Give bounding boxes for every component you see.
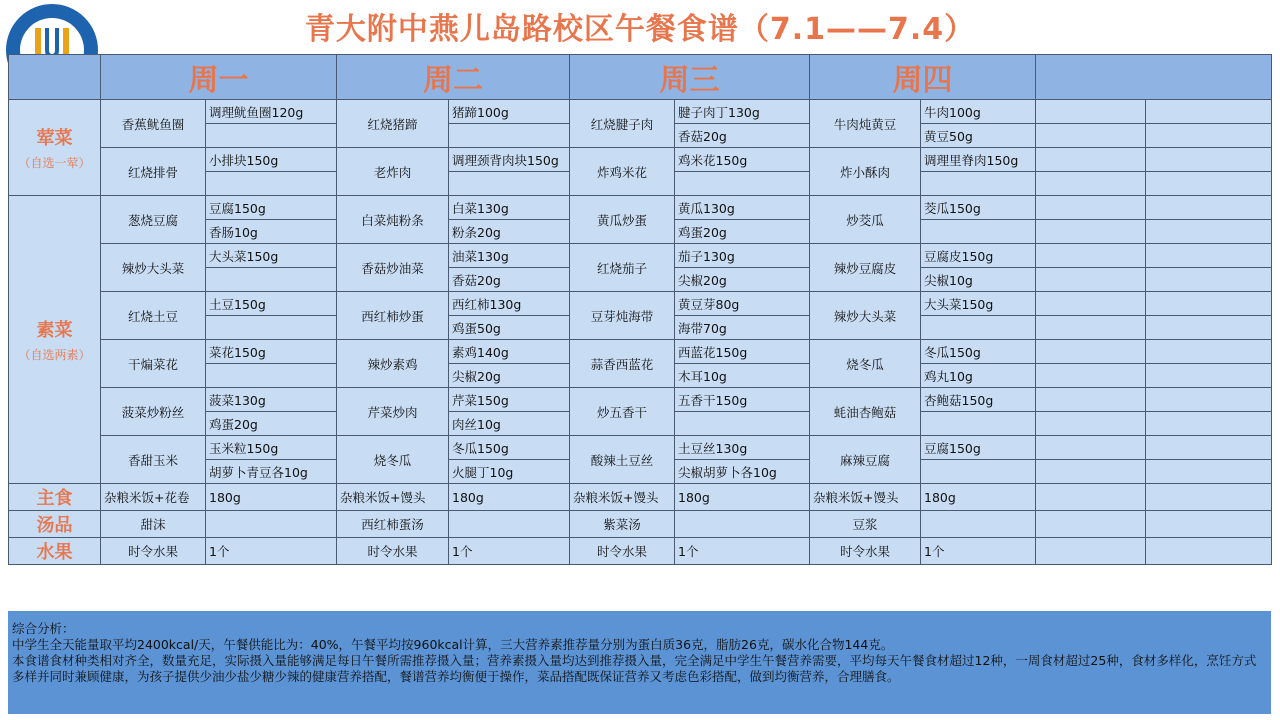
ingredient [675, 172, 810, 196]
dish-name: 菠菜炒粉丝 [101, 388, 206, 436]
ingredient: 鸡蛋50g [449, 316, 570, 340]
dish-name: 炸小酥肉 [810, 148, 921, 196]
dish-name: 豆浆 [810, 511, 921, 538]
ingredient [921, 220, 1036, 244]
ingredient: 猪蹄100g [449, 100, 570, 124]
ingredient [921, 511, 1036, 538]
ingredient: 豆腐150g [921, 436, 1036, 460]
ingredient: 茄子130g [675, 244, 810, 268]
ingredient: 尖椒20g [675, 268, 810, 292]
dish-name: 辣炒豆腐皮 [810, 244, 921, 292]
ingredient [675, 412, 810, 436]
dish-name: 牛肉炖黄豆 [810, 100, 921, 148]
veg-row [9, 196, 1272, 220]
blank-cell [1146, 364, 1272, 388]
day-header: 周三 [570, 55, 810, 100]
meat-row [9, 148, 1272, 172]
ingredient [449, 511, 570, 538]
ingredient: 茭瓜150g [921, 196, 1036, 220]
header-corner [9, 55, 101, 100]
blank-cell [1146, 220, 1272, 244]
ingredient: 黄瓜130g [675, 196, 810, 220]
blank-cell [1146, 340, 1272, 364]
veg-row [9, 436, 1272, 460]
blank-cell [1146, 148, 1272, 172]
dish-name: 辣炒大头菜 [101, 244, 206, 292]
ingredient: 1个 [921, 538, 1036, 565]
dish-name: 西红柿蛋汤 [337, 511, 449, 538]
header-extra [1036, 55, 1272, 100]
blank-cell [1146, 292, 1272, 316]
blank-cell [1146, 124, 1272, 148]
ingredient: 鸡米花150g [675, 148, 810, 172]
ingredient: 油菜130g [449, 244, 570, 268]
blank-cell [1036, 412, 1146, 436]
dish-name: 香蕉鱿鱼圈 [101, 100, 206, 148]
ingredient: 白菜130g [449, 196, 570, 220]
dish-name: 红烧猪蹄 [337, 100, 449, 148]
day-header: 周一 [101, 55, 337, 100]
dish-name: 香甜玉米 [101, 436, 206, 484]
dish-name: 酸辣土豆丝 [570, 436, 675, 484]
dish-name: 干煸菜花 [101, 340, 206, 388]
dish-name: 蚝油杏鲍菇 [810, 388, 921, 436]
blank-cell [1146, 538, 1272, 565]
blank-cell [1036, 511, 1146, 538]
blank-cell [1146, 436, 1272, 460]
blank-cell [1146, 388, 1272, 412]
ingredient: 豆腐150g [206, 196, 337, 220]
ingredient: 180g [675, 484, 810, 511]
category-veg [9, 196, 101, 484]
blank-cell [1036, 364, 1146, 388]
dish-name: 红烧排骨 [101, 148, 206, 196]
category-label: 素菜 [36, 320, 73, 341]
ingredient: 调理里脊肉150g [921, 148, 1036, 172]
ingredient: 鸡蛋20g [675, 220, 810, 244]
ingredient: 鸡蛋20g [206, 412, 337, 436]
blank-cell [1146, 511, 1272, 538]
dish-name: 烧冬瓜 [810, 340, 921, 388]
ingredient: 芹菜150g [449, 388, 570, 412]
ingredient [206, 172, 337, 196]
ingredient: 小排块150g [206, 148, 337, 172]
ingredient: 冬瓜150g [921, 340, 1036, 364]
dish-name: 香菇炒油菜 [337, 244, 449, 292]
blank-cell [1146, 244, 1272, 268]
ingredient: 黄豆芽80g [675, 292, 810, 316]
blank-cell [1036, 100, 1146, 124]
dish-name: 黄瓜炒蛋 [570, 196, 675, 244]
blank-cell [1036, 148, 1146, 172]
blank-cell [1036, 220, 1146, 244]
dish-name: 杂粮米饭+馒头 [570, 484, 675, 511]
dish-name: 炒五香干 [570, 388, 675, 436]
blank-cell [1036, 268, 1146, 292]
summary-line-2: 本食谱食材种类相对齐全，数量充足，实际摄入量能够满足每日午餐所需推荐摄入量；营养素摄入量均达到推荐摄入量，完全满足中学生午餐营养需要，平均每天午餐食材超过12种，一周食材超过25种，食材多样化，烹饪方式多样并同时兼顾健康，为孩子提供少油少盐少糖少辣的健康营养搭配，餐谱营养均衡便于操作，菜品搭配既保证营养又考虑色彩搭配，做到均衡营养，合理膳食。 [12, 653, 1257, 684]
ingredient [206, 268, 337, 292]
blank-cell [1036, 196, 1146, 220]
ingredient: 尖椒10g [921, 268, 1036, 292]
ingredient: 180g [449, 484, 570, 511]
blank-cell [1036, 538, 1146, 565]
ingredient: 五香干150g [675, 388, 810, 412]
ingredient: 玉米粒150g [206, 436, 337, 460]
menu-table [8, 54, 1272, 565]
dish-name: 红烧茄子 [570, 244, 675, 292]
ingredient: 冬瓜150g [449, 436, 570, 460]
blank-cell [1036, 244, 1146, 268]
blank-cell [1146, 316, 1272, 340]
dish-name: 时令水果 [101, 538, 206, 565]
ingredient: 腱子肉丁130g [675, 100, 810, 124]
page-title: 青大附中燕儿岛路校区午餐食谱（7.1——7.4） [304, 12, 976, 47]
ingredient [206, 316, 337, 340]
ingredient [921, 412, 1036, 436]
dish-name: 杂粮米饭+馒头 [810, 484, 921, 511]
category-label: 荤菜 [36, 128, 73, 149]
meat-row [9, 100, 1272, 124]
dish-name: 炸鸡米花 [570, 148, 675, 196]
day-header: 周二 [337, 55, 570, 100]
dish-name: 时令水果 [337, 538, 449, 565]
ingredient: 1个 [675, 538, 810, 565]
veg-row [9, 388, 1272, 412]
ingredient [921, 316, 1036, 340]
soup-row [9, 511, 1272, 538]
blank-cell [1036, 340, 1146, 364]
dish-name: 杂粮米饭+馒头 [337, 484, 449, 511]
ingredient [206, 364, 337, 388]
veg-row [9, 340, 1272, 364]
blank-cell [1036, 484, 1146, 511]
ingredient: 尖椒20g [449, 364, 570, 388]
ingredient: 木耳10g [675, 364, 810, 388]
ingredient: 土豆丝130g [675, 436, 810, 460]
ingredient: 海带70g [675, 316, 810, 340]
ingredient [206, 511, 337, 538]
category-sublabel: （自选一荤） [18, 156, 91, 170]
dish-name: 西红柿炒蛋 [337, 292, 449, 340]
dish-name: 辣炒大头菜 [810, 292, 921, 340]
blank-cell [1036, 124, 1146, 148]
veg-row [9, 244, 1272, 268]
dish-name: 白菜炖粉条 [337, 196, 449, 244]
dish-name: 甜沫 [101, 511, 206, 538]
blank-cell [1036, 172, 1146, 196]
ingredient [449, 124, 570, 148]
ingredient: 香菇20g [675, 124, 810, 148]
ingredient: 胡萝卜青豆各10g [206, 460, 337, 484]
blank-cell [1036, 388, 1146, 412]
summary-panel [8, 611, 1271, 714]
blank-cell [1146, 412, 1272, 436]
dish-name: 辣炒素鸡 [337, 340, 449, 388]
blank-cell [1036, 316, 1146, 340]
blank-cell [1036, 460, 1146, 484]
dish-name: 红烧土豆 [101, 292, 206, 340]
ingredient: 豆腐皮150g [921, 244, 1036, 268]
blank-cell [1146, 484, 1272, 511]
dish-name: 杂粮米饭+花卷 [101, 484, 206, 511]
blank-cell [1146, 460, 1272, 484]
dish-name: 豆芽炖海带 [570, 292, 675, 340]
ingredient: 180g [921, 484, 1036, 511]
ingredient: 调理鱿鱼圈120g [206, 100, 337, 124]
dish-name: 时令水果 [570, 538, 675, 565]
ingredient [675, 511, 810, 538]
category-sublabel: （自选两素） [18, 348, 91, 362]
ingredient [921, 172, 1036, 196]
dish-name: 麻辣豆腐 [810, 436, 921, 484]
blank-cell [1036, 292, 1146, 316]
ingredient: 肉丝10g [449, 412, 570, 436]
dish-name: 红烧腱子肉 [570, 100, 675, 148]
ingredient: 火腿丁10g [449, 460, 570, 484]
ingredient: 180g [206, 484, 337, 511]
dish-name: 时令水果 [810, 538, 921, 565]
day-header: 周四 [810, 55, 1036, 100]
blank-cell [1146, 100, 1272, 124]
dish-name: 老炸肉 [337, 148, 449, 196]
dish-name: 烧冬瓜 [337, 436, 449, 484]
ingredient: 尖椒胡萝卜各10g [675, 460, 810, 484]
veg-row [9, 292, 1272, 316]
blank-cell [1146, 268, 1272, 292]
ingredient: 1个 [449, 538, 570, 565]
ingredient: 西蓝花150g [675, 340, 810, 364]
ingredient [449, 172, 570, 196]
day-header-row [9, 55, 1272, 100]
staple-row [9, 484, 1272, 511]
dish-name: 炒茭瓜 [810, 196, 921, 244]
blank-cell [1146, 196, 1272, 220]
ingredient: 调理颈背肉块150g [449, 148, 570, 172]
blank-cell [1146, 172, 1272, 196]
category-meat [9, 100, 101, 196]
ingredient: 杏鲍菇150g [921, 388, 1036, 412]
category-staple: 主食 [9, 484, 101, 511]
ingredient: 牛肉100g [921, 100, 1036, 124]
ingredient: 大头菜150g [921, 292, 1036, 316]
ingredient: 大头菜150g [206, 244, 337, 268]
category-soup: 汤品 [9, 511, 101, 538]
ingredient: 粉条20g [449, 220, 570, 244]
category-fruit: 水果 [9, 538, 101, 565]
ingredient [921, 460, 1036, 484]
dish-name: 葱烧豆腐 [101, 196, 206, 244]
dish-name: 紫菜汤 [570, 511, 675, 538]
ingredient: 西红柿130g [449, 292, 570, 316]
ingredient: 黄豆50g [921, 124, 1036, 148]
ingredient: 素鸡140g [449, 340, 570, 364]
fruit-row [9, 538, 1272, 565]
ingredient: 香菇20g [449, 268, 570, 292]
dish-name: 蒜香西蓝花 [570, 340, 675, 388]
ingredient: 香肠10g [206, 220, 337, 244]
ingredient: 土豆150g [206, 292, 337, 316]
ingredient: 菠菜130g [206, 388, 337, 412]
summary-line-1: 中学生全天能量取平均2400kcal/天，午餐供能比为：40%，午餐平均按960kcal计算，三大营养素推荐量分别为蛋白质36克，脂肪26克，碳水化合物144克。 [12, 637, 894, 652]
summary-heading: 综合分析： [12, 621, 75, 636]
ingredient: 1个 [206, 538, 337, 565]
ingredient: 菜花150g [206, 340, 337, 364]
ingredient: 鸡丸10g [921, 364, 1036, 388]
dish-name: 芹菜炒肉 [337, 388, 449, 436]
blank-cell [1036, 436, 1146, 460]
ingredient [206, 124, 337, 148]
